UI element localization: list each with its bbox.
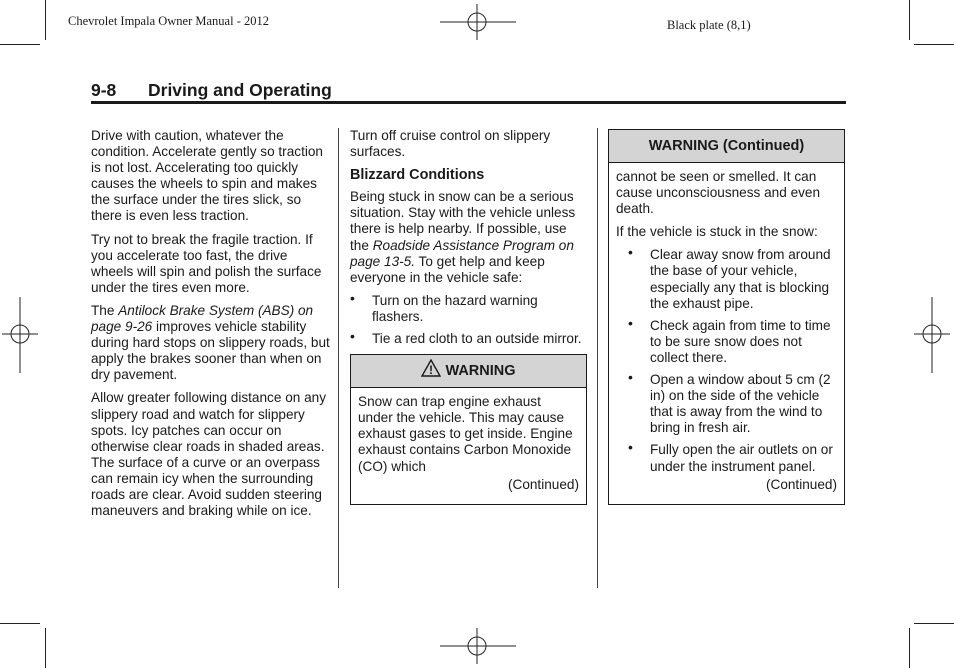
paragraph [350,189,587,286]
list-item [628,244,837,311]
warning-header [351,355,586,388]
warning-text: cannot be seen or smelled. It can cause unconsciousness and even death. [616,169,821,217]
crop-mark [45,628,46,668]
crop-mark [909,0,910,40]
registration-mark-icon [2,297,38,373]
text: The [91,302,119,318]
column-1 [91,128,331,526]
continued-label: (Continued) [765,476,837,492]
registration-mark-icon [440,626,516,666]
crop-mark [45,0,46,40]
list-item [628,369,837,436]
section-number: 9-8 [91,80,117,100]
paragraph: Turn off cruise control on slippery surfaces. [350,128,551,160]
crop-mark [909,628,910,668]
list-item [350,328,587,347]
paragraph: Try not to break the fragile traction. If you accelerate too fast, the drive wheels will spin and polish the surface under the tires even more. [91,231,322,295]
warning-header: WARNING (Continued) [609,130,844,163]
bullet-icon: • [350,328,355,345]
warning-box-continued [608,129,845,505]
bullet-icon: • [350,289,355,306]
warning-triangle-icon [421,359,441,377]
list-item [628,314,837,366]
bullet-icon: • [628,439,633,456]
warning-box [350,354,587,505]
bullet-list [350,289,587,347]
crop-mark [914,623,954,624]
warning-text: Snow can trap engine exhaust under the vehicle. This may cause exhaust gases to get inside. Engine exhaust contains Carbon Monoxide (CO) which [358,394,573,474]
bullet-icon: • [628,244,633,261]
list-item-text: Open a window about 5 cm (2 in) on the side of the vehicle that is away from the wind to bring in fresh air. [650,372,831,436]
list-item-text: Clear away snow from around the base of your vehicle, especially any that is blocking the exhaust pipe. [650,247,831,311]
warning-text: If the vehicle is stuck in the snow: [616,224,818,240]
column-2 [350,128,587,505]
crop-mark [914,44,954,45]
paragraph [91,303,331,383]
subheading: Blizzard Conditions [350,167,485,184]
section-heading [91,80,332,101]
list-item-text: Fully open the air outlets on or under the instrument panel. [650,442,833,474]
registration-mark-icon [914,297,950,373]
cross-reference-link[interactable]: Antilock Brake System (ABS) on page 9-26 [91,302,314,335]
text: To get help and keep everyone in the vehicle safe: [350,253,545,285]
column-divider [338,128,339,588]
column-3 [608,129,845,505]
section-title: Driving and Operating [148,80,332,100]
crop-mark [0,44,40,45]
paragraph: Allow greater following distance on any slippery road and watch for slippery spots. Icy patches can occur on otherwise clear roads in shaded areas. The surface of a curve or an overpass can remain icy when the surrounding roads are clear. Avoid sudden steering maneuvers and braking while on ice. [91,390,327,519]
paragraph: Drive with caution, whatever the condition. Accelerate gently so traction is not lost. Accelerating too quickly causes the wheels to spin and makes the surface under the tires slick, so there is even less traction. [91,128,323,224]
list-item-text: Check again from time to time to be sure snow does not collect there. [650,317,831,365]
bullet-list [616,244,837,474]
column-divider [597,128,598,588]
list-item-text: Turn on the hazard warning flashers. [372,292,538,324]
warning-icon-glyph: ! [429,363,434,378]
warning-body [351,388,586,504]
heading-rule [91,101,846,104]
warning-title: WARNING [445,363,516,380]
bullet-icon: • [628,369,633,386]
warning-body [609,163,844,504]
registration-mark-icon [440,2,516,42]
text: improves vehicle stability during hard stops on slippery roads, but apply the brakes sooner than when on dry pavement. [91,319,330,383]
plate-label: Black plate (8,1) [667,18,751,32]
crop-mark [0,623,40,624]
text: Being stuck in snow can be a serious situation. Stay with the vehicle unless there is help nearby. If possible, use the [350,189,576,253]
cross-reference-link[interactable]: Roadside Assistance Program on page 13-5. [350,237,574,269]
bullet-icon: • [628,314,633,331]
list-item [628,439,837,474]
manual-title: Chevrolet Impala Owner Manual - 2012 [68,14,269,28]
list-item [350,289,587,325]
continued-label: (Continued) [507,476,579,492]
list-item-text: Tie a red cloth to an outside mirror. [372,331,582,347]
